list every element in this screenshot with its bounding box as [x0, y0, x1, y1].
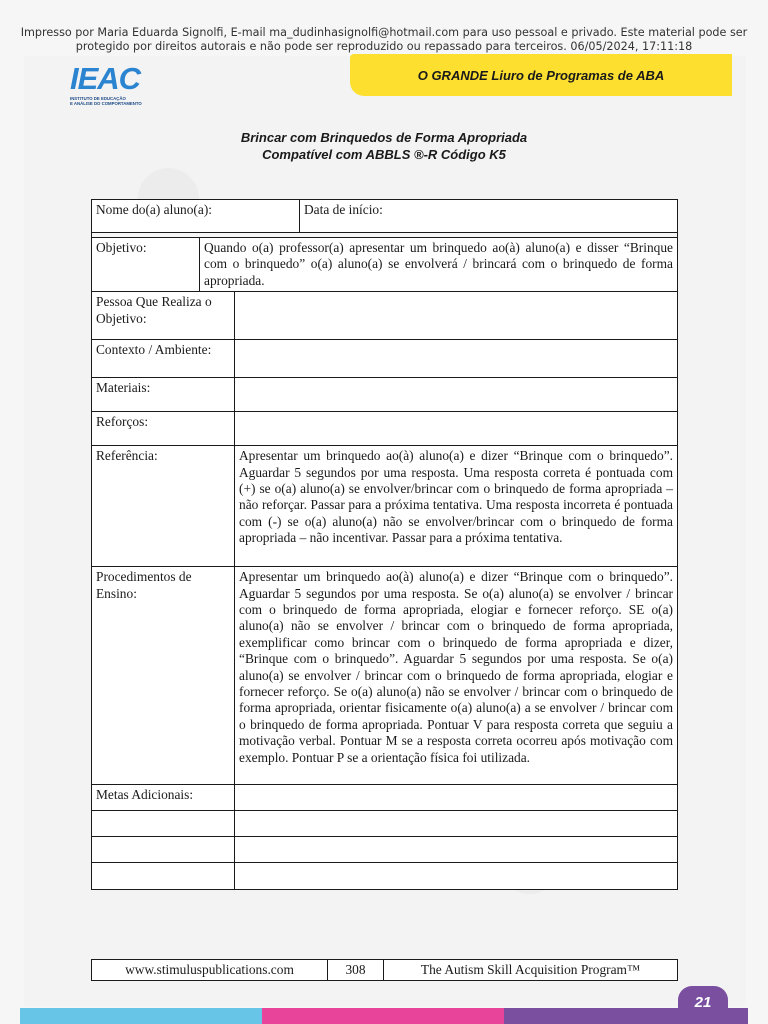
- materiais-label: Materiais:: [96, 380, 151, 396]
- table-row: [92, 378, 678, 412]
- nome-label: Nome do(a) aluno(a):: [96, 202, 213, 217]
- table-row: [92, 340, 678, 378]
- program-title-line2: Compatível com ABBLS ®-R Código K5: [262, 147, 506, 162]
- footer-program: The Autism Skill Acquisition Program™: [384, 960, 678, 981]
- metas-extra-value-cell[interactable]: [235, 837, 678, 863]
- procedimentos-text-cell: [235, 567, 678, 785]
- footer-bar-pink: [262, 1008, 504, 1024]
- table-row: [92, 785, 678, 811]
- footer-website: www.stimuluspublications.com: [92, 960, 328, 981]
- program-title: [100, 129, 668, 163]
- footer-table: [91, 959, 678, 981]
- footer-row: [92, 960, 678, 981]
- page-number-tab: 21: [678, 986, 728, 1024]
- referencia-label: Referência:: [96, 448, 158, 464]
- pessoa-label: Pessoa Que Realiza o Objetivo:: [96, 294, 212, 326]
- materiais-value-cell[interactable]: [235, 378, 678, 412]
- objetivo-text-cell: [200, 238, 678, 292]
- ieac-logo: [70, 62, 146, 108]
- metas-extra-label-cell[interactable]: [92, 863, 235, 890]
- program-form-table: [91, 199, 678, 890]
- table-row: [92, 837, 678, 863]
- reforcos-label-cell: [92, 412, 235, 446]
- procedimentos-text: Apresentar um brinquedo ao(à) aluno(a) e dizer “Brinque com o brinquedo”. Aguardar 5 segundos por uma resposta. Se o(a) aluno(a) se envolver / brincar com o brinquedo de forma apropriada, elogiar e fornecer reforço. SE o(a) aluno(a) não se envolver / brincar com o brinquedo de forma apropriada, exemplificar como brincar com o brinquedo de forma apropriada e dizer, “Brinque com o brinquedo”. Aguardar 5 segundos por uma resposta. Se o(a) aluno(a) se envolver / brincar com o brinquedo de forma apropriada, elogiar e fornecer reforço. Se o(a) aluno(a) não se envolver / brincar com o brinquedo de forma apropriada, orientar fisicamente o(a) aluno(a) a se envolver / brincar com o brinquedo de forma apropriada. Pontuar V para resposta correta que seguiu a motivação verbal. Pontuar M se a resposta correta ocorreu após motivação com exemplo. Pontuar P se a orientação física foi utilizada.: [239, 569, 673, 765]
- data-inicio-label: Data de início:: [304, 202, 383, 217]
- table-row: [92, 863, 678, 890]
- contexto-label: Contexto / Ambiente:: [96, 342, 212, 358]
- objetivo-text: Quando o(a) professor(a) apresentar um brinquedo ao(à) aluno(a) e disser “Brinque com o brinquedo” o(a) aluno(a) se envolverá / brincará com o brinquedo de forma apropriada.: [204, 240, 673, 288]
- metas-extra-label-cell[interactable]: [92, 837, 235, 863]
- nome-cell[interactable]: [92, 200, 300, 233]
- program-title-line1: Brincar com Brinquedos de Forma Apropriada: [240, 130, 528, 145]
- footer-bar-blue: [20, 1008, 262, 1024]
- table-row: [92, 446, 678, 567]
- procedimentos-label-cell: [92, 567, 235, 785]
- table-row: [92, 811, 678, 837]
- table-row: [92, 200, 678, 233]
- materiais-label-cell: [92, 378, 235, 412]
- table-row: [92, 567, 678, 785]
- reforcos-label: Reforços:: [96, 414, 149, 430]
- objetivo-label: Objetivo:: [96, 240, 147, 255]
- pessoa-label-cell: [92, 292, 235, 340]
- logo-name: IEAC: [70, 61, 141, 96]
- objetivo-label-cell: [92, 238, 200, 292]
- referencia-text-cell: [235, 446, 678, 567]
- table-row: [92, 238, 678, 292]
- referencia-label-cell: [92, 446, 235, 567]
- logo-subtitle-2: E ANÁLISE DO COMPORTAMENTO: [70, 101, 142, 106]
- logo-subtitle-1: INSTITUTO DE EDUCAÇÃO: [70, 96, 126, 101]
- reforcos-value-cell[interactable]: [235, 412, 678, 446]
- footer-page: 308: [328, 960, 384, 981]
- data-inicio-cell[interactable]: [300, 200, 678, 233]
- metas-extra-value-cell[interactable]: [235, 863, 678, 890]
- print-notice: Impresso por Maria Eduarda Signolfi, E-mail ma_dudinhasignolfi@hotmail.com para uso pessoal e privado. Este material pode ser protegido por direitos autorais e não pode ser reproduzido ou repassado para terceiros. 06/05/2024, 17:11:18: [20, 26, 748, 53]
- metas-extra-label-cell[interactable]: [92, 811, 235, 837]
- contexto-label-cell: [92, 340, 235, 378]
- metas-value-cell[interactable]: [235, 785, 678, 811]
- metas-extra-value-cell[interactable]: [235, 811, 678, 837]
- metas-label-cell: [92, 785, 235, 811]
- table-row: [92, 412, 678, 446]
- table-row: [92, 292, 678, 340]
- pessoa-value-cell[interactable]: [235, 292, 678, 340]
- book-title: O GRANDE Liuro de Programas de ABA: [417, 68, 665, 83]
- metas-label: Metas Adicionais:: [96, 787, 194, 803]
- referencia-text: Apresentar um brinquedo ao(à) aluno(a) e dizer “Brinque com o brinquedo”. Aguardar 5 segundos por uma resposta. Uma resposta correta é pontuada com (+) se o(a) aluno(a) se envolver/brincar com o brinquedo de forma apropriada – não reforçar. Passar para a próxima tentativa. Uma resposta incorreta é pontuada com (-) se o(a) aluno(a) não se envolver/brincar com o brinquedo de forma apropriada – não incentivar. Passar para a próxima tentativa.: [239, 448, 673, 546]
- contexto-value-cell[interactable]: [235, 340, 678, 378]
- procedimentos-label: Procedimentos de Ensino:: [96, 569, 192, 601]
